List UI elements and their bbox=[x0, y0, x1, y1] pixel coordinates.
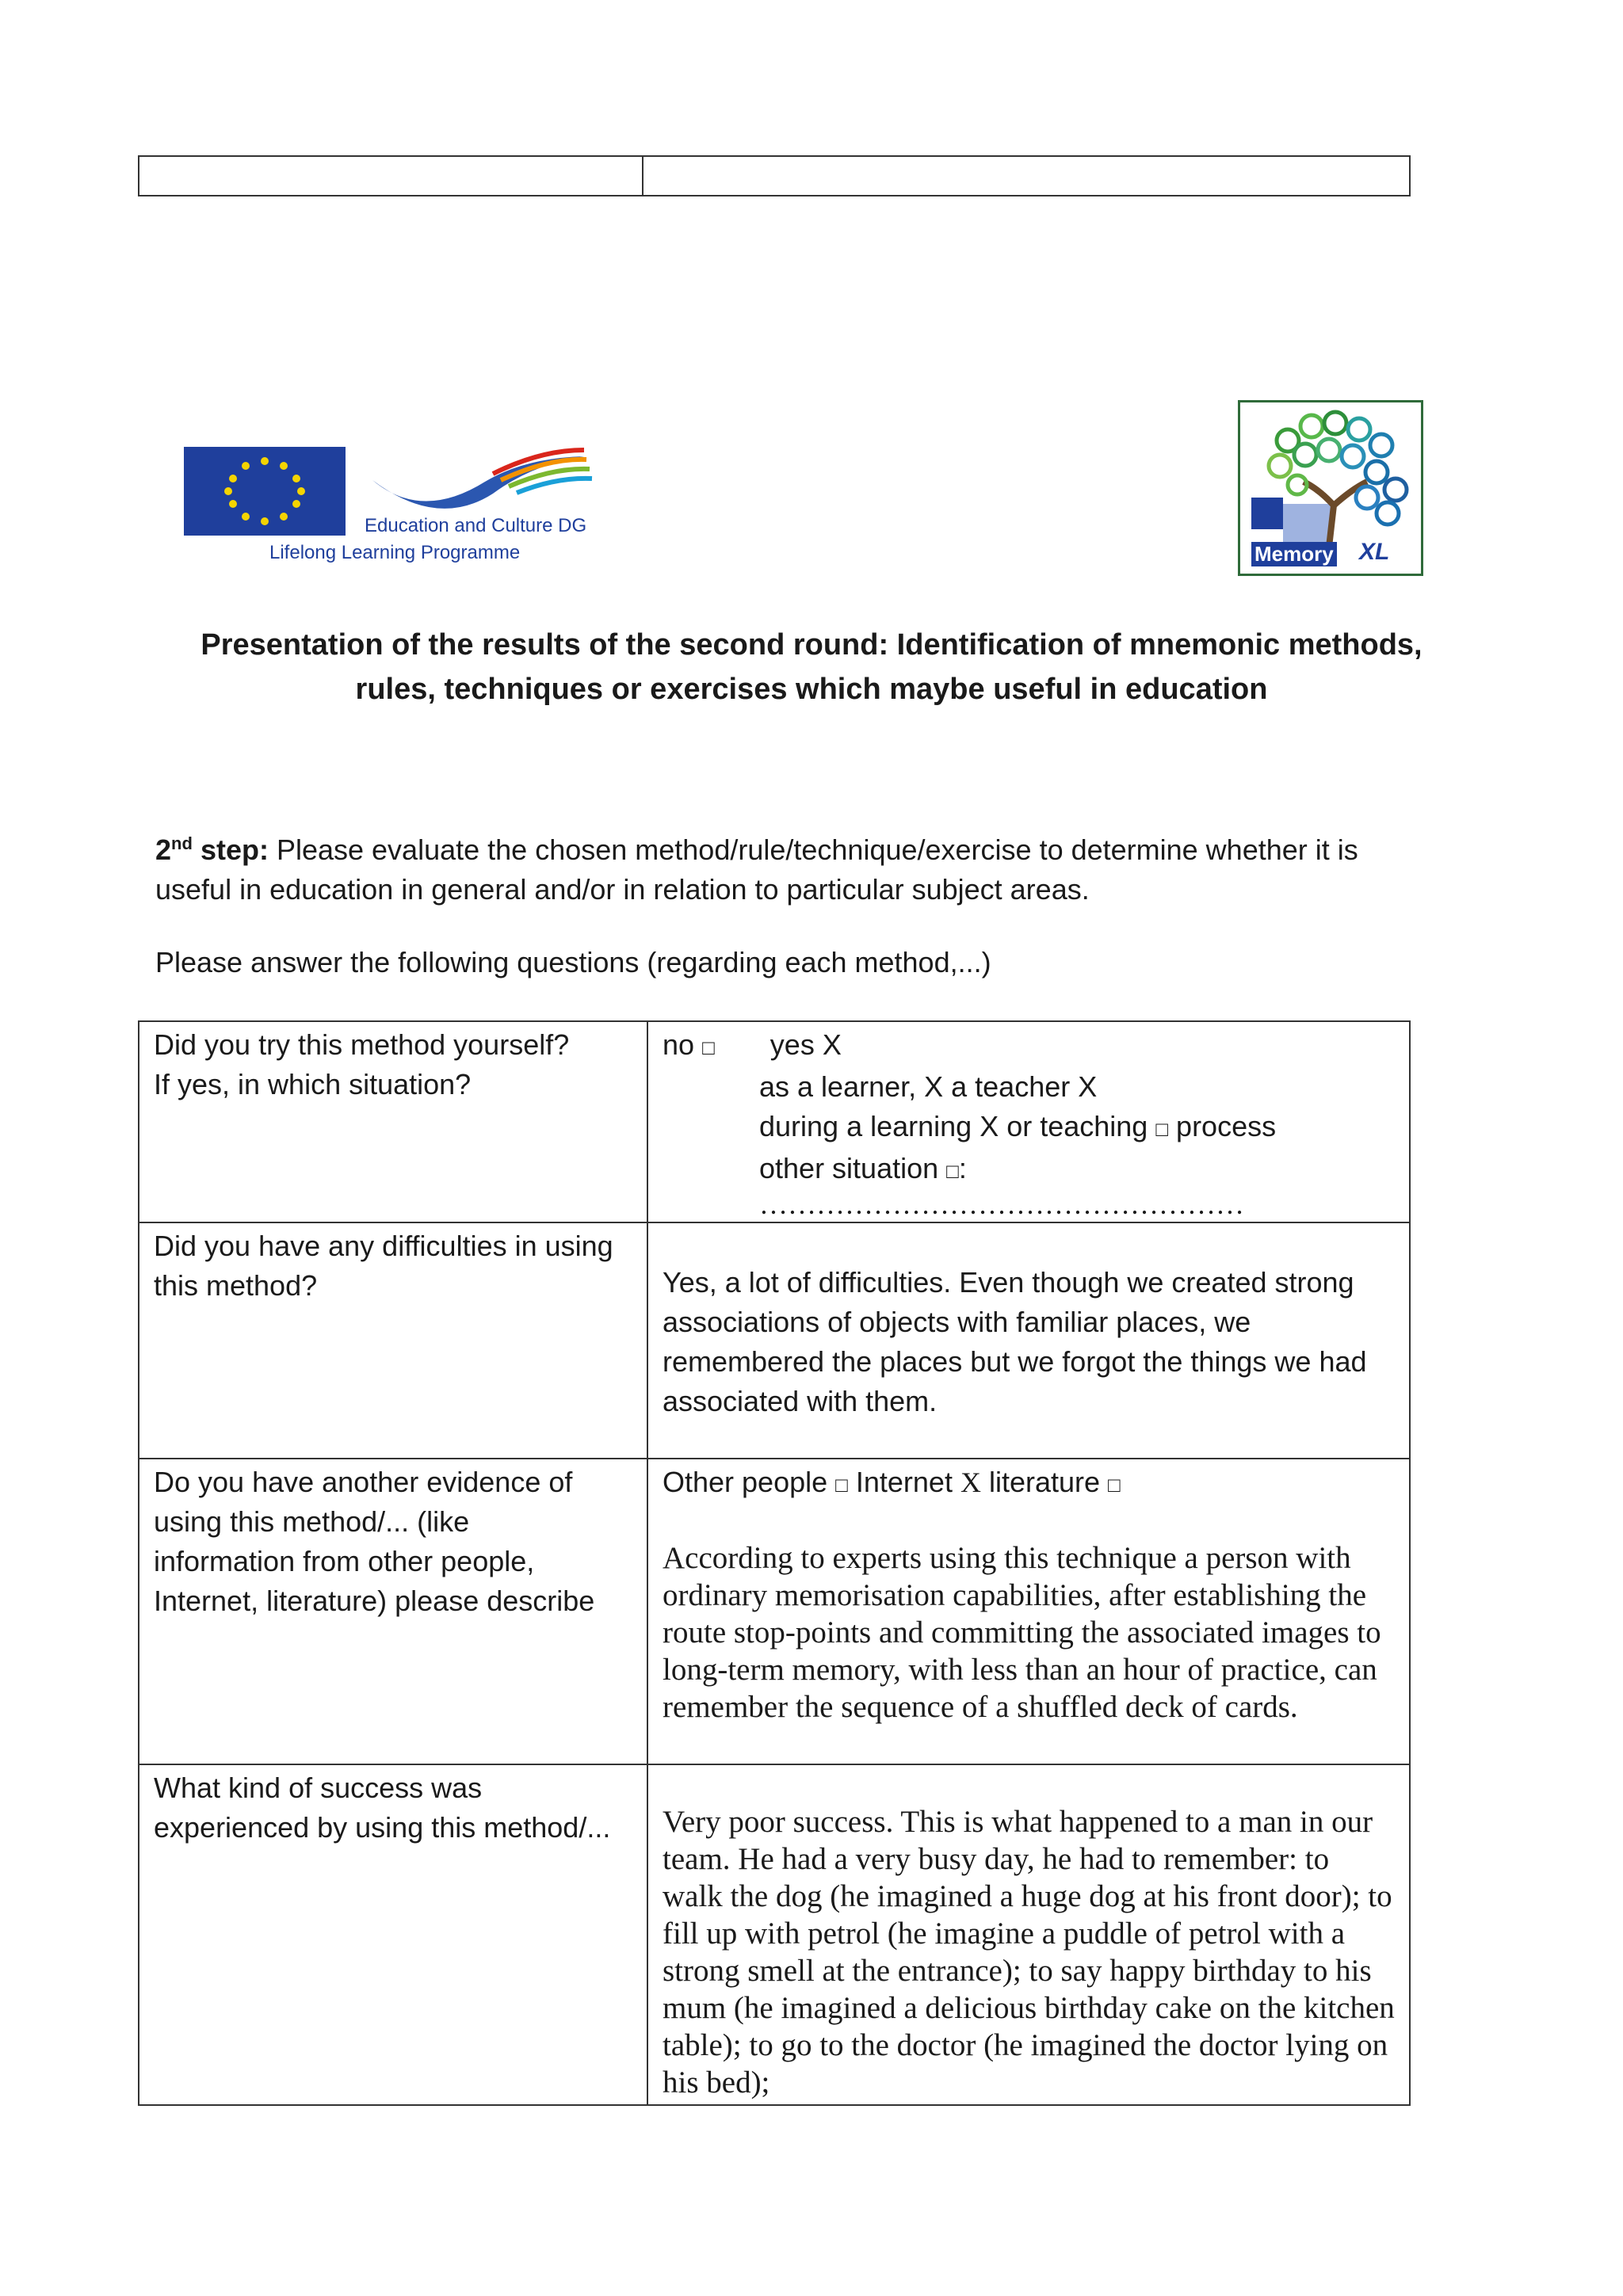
question-cell bbox=[139, 1021, 647, 1222]
checkbox-other[interactable]: □ bbox=[946, 1159, 959, 1183]
step-word: step: bbox=[200, 833, 269, 866]
answer-text: Yes, a lot of difficulties. Even though we created strong associations of objects with familiar places, we remembered the places but we forgot the things we had associated with them. bbox=[663, 1266, 1367, 1417]
question-text: Did you try this method yourself? bbox=[154, 1028, 570, 1061]
answer-text: Very poor success. This is what happened to a man in our team. He had a very busy day, he had to remember: to walk the dog (he imagined a huge dog at his front door); to fill up with petrol (he imagine a puddle of petrol with a strong smell at the entrance); to say happy birthday to his mum (he imagined a delicious birthday cake on the kitchen table); to go to the doctor (he imagined the doctor lying on his bed); bbox=[663, 1805, 1395, 2100]
question-text: experienced by using this method/... bbox=[154, 1811, 611, 1844]
questionnaire-table bbox=[138, 1020, 1411, 2106]
step-text-2: useful in education in general and/or in relation to particular subject areas. bbox=[155, 873, 1090, 906]
question-cell bbox=[139, 1222, 647, 1459]
memory-logo-text: Memory bbox=[1251, 542, 1337, 566]
memory-xl-logo bbox=[1238, 400, 1423, 576]
answer-cell bbox=[647, 1459, 1410, 1764]
checkbox-no[interactable]: □ bbox=[702, 1035, 715, 1059]
checkbox-teaching[interactable]: □ bbox=[1155, 1117, 1169, 1141]
question-cell bbox=[139, 1764, 647, 2105]
question-text: information from other people, bbox=[154, 1545, 535, 1577]
answer-line bbox=[663, 1025, 1395, 1067]
header-table bbox=[138, 155, 1411, 196]
question-text: Internet, literature) please describe bbox=[154, 1585, 595, 1617]
question-text: Did you have any difficulties in using bbox=[154, 1230, 613, 1262]
eu-lifelong-learning-logo bbox=[152, 426, 667, 585]
answer-cell bbox=[647, 1222, 1410, 1459]
mark-internet: X bbox=[960, 1466, 981, 1498]
question-text: this method? bbox=[154, 1269, 318, 1302]
page-title bbox=[143, 623, 1480, 711]
answer-line bbox=[663, 1149, 1395, 1191]
answer-line bbox=[663, 1463, 1395, 1505]
option-yes: yes X bbox=[769, 1028, 842, 1061]
answer-fragment: other situation bbox=[759, 1152, 947, 1184]
question-text: Do you have another evidence of bbox=[154, 1466, 573, 1498]
answer-cell bbox=[647, 1021, 1410, 1222]
answer-fragment: Internet bbox=[847, 1466, 960, 1498]
answer-fragment: Other people bbox=[663, 1466, 836, 1498]
checkbox-other-people[interactable]: □ bbox=[835, 1473, 848, 1497]
question-text: What kind of success was bbox=[154, 1772, 483, 1804]
table-row bbox=[139, 1021, 1410, 1222]
step-instruction bbox=[155, 824, 1487, 910]
step-line1 bbox=[155, 824, 1487, 870]
dotted-line: …………………………………………… bbox=[759, 1188, 1244, 1220]
answer-fragment: during a learning X or teaching bbox=[759, 1110, 1156, 1142]
checkbox-literature[interactable]: □ bbox=[1108, 1473, 1121, 1497]
title-line2: rules, techniques or exercises which maybe useful in education bbox=[355, 673, 1268, 706]
question-cell bbox=[139, 1459, 647, 1764]
header-cell-left bbox=[139, 156, 643, 196]
step-text-1: Please evaluate the chosen method/rule/technique/exercise to determine whether it is bbox=[268, 833, 1358, 866]
title-line1: Presentation of the results of the second round: Identification of mnemonic methods, bbox=[200, 628, 1423, 662]
option-no: no bbox=[663, 1028, 695, 1061]
answer-fragment: : bbox=[958, 1152, 967, 1184]
table-row bbox=[139, 1764, 1410, 2105]
table-row bbox=[139, 1222, 1410, 1459]
header-cell-right bbox=[643, 156, 1410, 196]
step-number: 2 bbox=[155, 833, 172, 866]
question-text: If yes, in which situation? bbox=[154, 1068, 472, 1100]
answer-fragment: literature bbox=[980, 1466, 1109, 1498]
eu-logo-line2: Lifelong Learning Programme bbox=[269, 542, 521, 563]
answer-line: as a learner, X a teacher X bbox=[759, 1070, 1098, 1103]
table-row bbox=[139, 1459, 1410, 1764]
eu-logo-line1: Education and Culture DG bbox=[365, 515, 587, 536]
answer-text: According to experts using this technique a person with ordinary memorisation capabilities, after establishing the route stop-points and committing the associated images to long-term memory, with less than an hour of practice, can remember the sequence of a shuffled deck of cards. bbox=[663, 1541, 1381, 1724]
step-suffix: nd bbox=[171, 833, 193, 853]
answer-prompt: Please answer the following questions (regarding each method,...) bbox=[155, 946, 991, 978]
question-text: using this method/... (like bbox=[154, 1505, 470, 1538]
answer-fragment: process bbox=[1168, 1110, 1277, 1142]
answer-line bbox=[663, 1107, 1395, 1149]
memory-logo-xl: XL bbox=[1359, 539, 1390, 565]
answer-cell bbox=[647, 1764, 1410, 2105]
